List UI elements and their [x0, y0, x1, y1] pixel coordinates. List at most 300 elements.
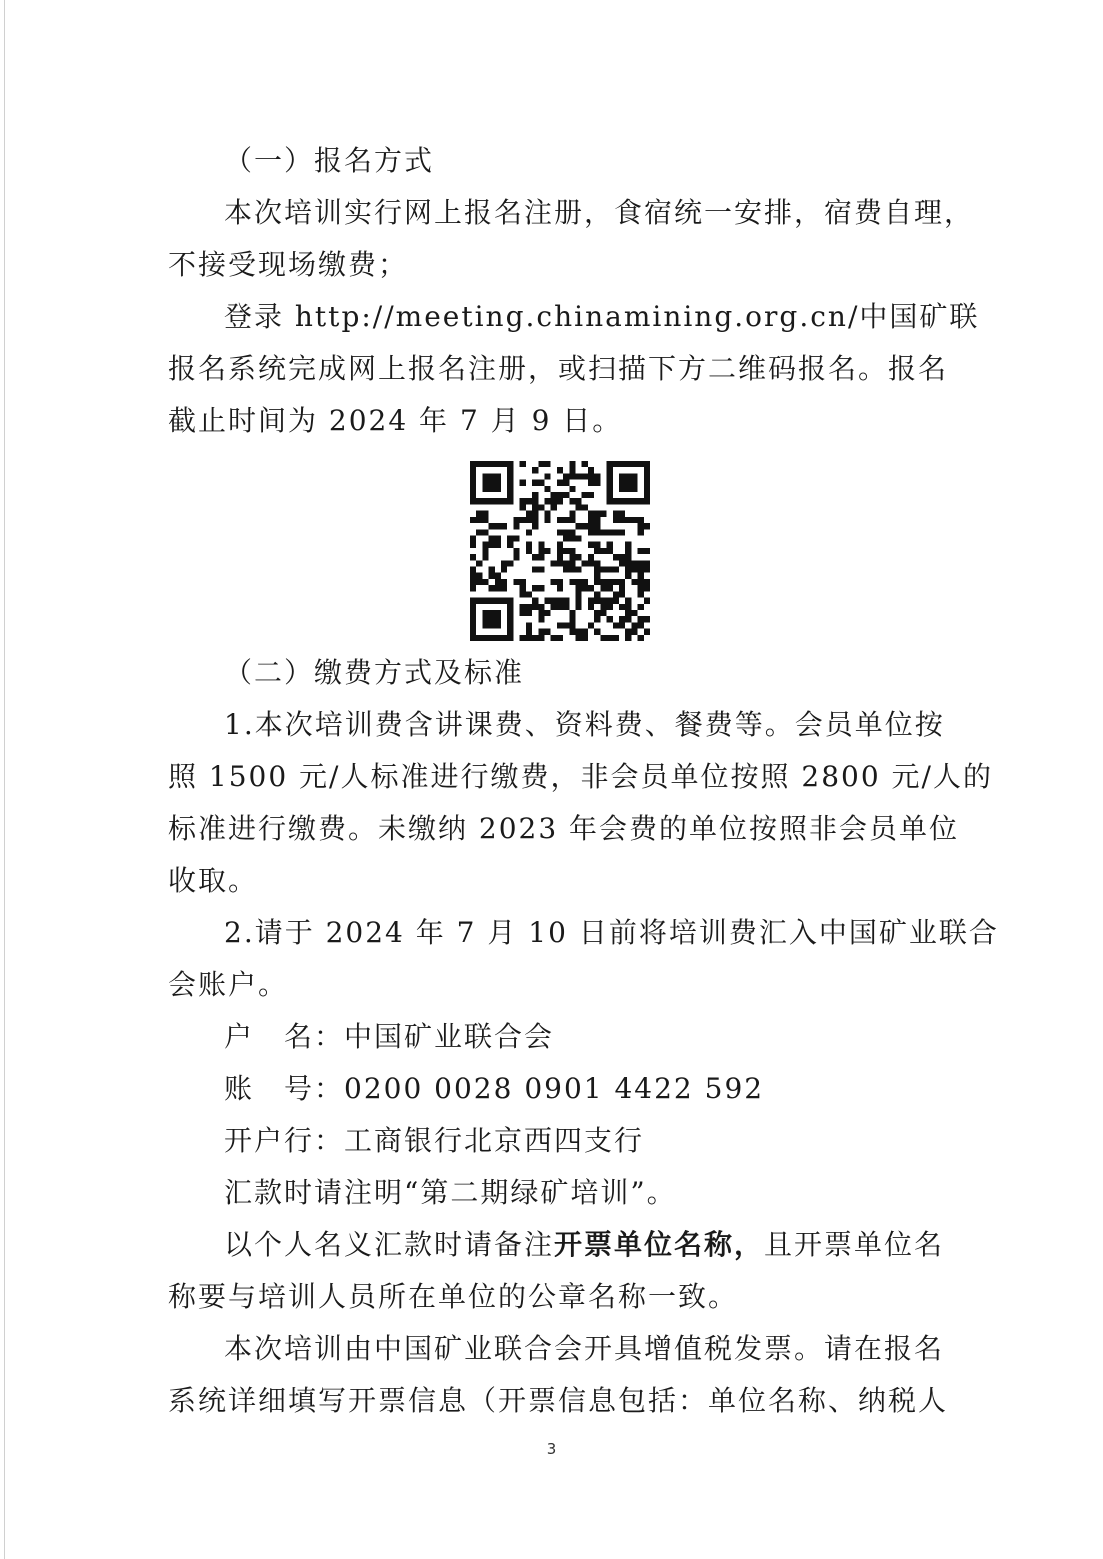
qr-module	[582, 523, 588, 529]
qr-module	[532, 598, 538, 604]
personal-text-post: 且开票单位名	[764, 1228, 945, 1261]
qr-module	[538, 548, 544, 554]
qr-module	[631, 629, 637, 635]
qr-module	[588, 517, 594, 523]
qr-module	[526, 622, 532, 628]
qr-module	[544, 461, 550, 467]
qr-module	[482, 548, 488, 554]
qr-module	[557, 598, 563, 604]
qr-module	[619, 461, 625, 467]
qr-module	[625, 486, 631, 492]
qr-module	[594, 517, 600, 523]
qr-module	[588, 585, 594, 591]
qr-module	[482, 517, 488, 523]
qr-module	[563, 567, 569, 573]
qr-module	[507, 492, 513, 498]
qr-module	[644, 473, 650, 479]
qr-module	[489, 542, 495, 548]
paragraph-line: 本次培训由中国矿业联合会开具增值税发票。请在报名	[224, 1332, 945, 1365]
qr-module	[638, 622, 644, 628]
qr-module	[557, 585, 563, 591]
qr-module	[625, 461, 631, 467]
qr-module	[625, 517, 631, 523]
paragraph-line: 报名系统完成网上报名注册，或扫描下方二维码报名。报名	[168, 352, 949, 385]
qr-module	[594, 573, 600, 579]
qr-module	[470, 498, 476, 504]
personal-text-bold: 开票单位名称，	[554, 1228, 765, 1261]
qr-module	[619, 579, 625, 585]
qr-module	[489, 473, 495, 479]
qr-module	[582, 579, 588, 585]
qr-module	[600, 567, 606, 573]
qr-module	[631, 610, 637, 616]
qr-module	[582, 629, 588, 635]
qr-module	[569, 554, 575, 560]
qr-module	[470, 610, 476, 616]
qr-module	[638, 567, 644, 573]
paragraph-line: 系统详细填写开票信息（开票信息包括：单位名称、纳税人	[168, 1384, 949, 1417]
qr-module	[619, 622, 625, 628]
qr-module	[476, 498, 482, 504]
qr-module	[569, 461, 575, 467]
qr-module	[489, 585, 495, 591]
qr-module	[507, 616, 513, 622]
qr-module	[588, 492, 594, 498]
qr-module	[501, 498, 507, 504]
qr-module	[476, 560, 482, 566]
qr-module	[470, 492, 476, 498]
qr-module	[638, 585, 644, 591]
qr-module	[476, 529, 482, 535]
qr-module	[557, 554, 563, 560]
qr-module	[482, 473, 488, 479]
qr-module	[613, 529, 619, 535]
qr-module	[631, 622, 637, 628]
qr-module	[631, 517, 637, 523]
qr-module	[476, 635, 482, 641]
qr-module	[470, 573, 476, 579]
qr-module	[538, 604, 544, 610]
qr-module	[507, 560, 513, 566]
qr-module	[520, 517, 526, 523]
qr-module	[563, 517, 569, 523]
qr-module	[631, 498, 637, 504]
qr-module	[538, 616, 544, 622]
qr-module	[520, 591, 526, 597]
qr-module	[526, 610, 532, 616]
qr-module	[470, 554, 476, 560]
qr-module	[594, 610, 600, 616]
qr-module	[495, 473, 501, 479]
qr-module	[594, 579, 600, 585]
paragraph-line: 标准进行缴费。未缴纳 2023 年会费的单位按照非会员单位	[168, 812, 960, 845]
qr-module	[569, 511, 575, 517]
qr-module	[619, 616, 625, 622]
qr-module	[625, 560, 631, 566]
qr-module	[532, 567, 538, 573]
qr-module	[638, 529, 644, 535]
qr-module	[569, 498, 575, 504]
section-heading-payment: （二）缴费方式及标准	[224, 656, 525, 689]
qr-module	[532, 585, 538, 591]
qr-module	[569, 529, 575, 535]
qr-module	[557, 498, 563, 504]
qr-module	[495, 585, 501, 591]
qr-module	[557, 604, 563, 610]
account-name: 户 名：中国矿业联合会	[224, 1020, 555, 1053]
qr-module	[607, 616, 613, 622]
qr-module	[482, 542, 488, 548]
qr-module	[576, 604, 582, 610]
qr-module	[507, 486, 513, 492]
qr-module	[470, 598, 476, 604]
qr-module	[644, 567, 650, 573]
qr-module	[520, 610, 526, 616]
paragraph-line: 会账户。	[168, 968, 289, 1001]
qr-module	[476, 579, 482, 585]
qr-module	[638, 604, 644, 610]
qr-module	[507, 629, 513, 635]
qr-module	[495, 573, 501, 579]
page-number: 3	[546, 1440, 557, 1458]
paragraph-line: 照 1500 元/人标准进行缴费，非会员单位按照 2800 元/人的	[168, 760, 993, 793]
qr-module	[470, 517, 476, 523]
qr-module	[607, 480, 613, 486]
qr-module	[644, 523, 650, 529]
qr-module	[631, 579, 637, 585]
qr-module	[501, 567, 507, 573]
qr-module	[607, 461, 613, 467]
qr-module	[576, 635, 582, 641]
qr-module	[470, 480, 476, 486]
qr-module	[638, 579, 644, 585]
qr-module	[495, 480, 501, 486]
qr-module	[538, 542, 544, 548]
document-body	[168, 135, 999, 1427]
qr-module	[619, 529, 625, 535]
qr-module	[582, 560, 588, 566]
qr-module	[569, 517, 575, 523]
qr-module	[594, 523, 600, 529]
qr-module	[551, 498, 557, 504]
qr-module	[470, 585, 476, 591]
qr-module	[644, 480, 650, 486]
qr-module	[520, 635, 526, 641]
qr-module	[532, 492, 538, 498]
qr-module	[482, 616, 488, 622]
qr-module	[625, 554, 631, 560]
qr-module	[613, 567, 619, 573]
qr-module	[526, 542, 532, 548]
qr-module	[538, 629, 544, 635]
qr-module	[482, 498, 488, 504]
qr-module	[507, 498, 513, 504]
qr-module	[551, 635, 557, 641]
qr-module	[594, 473, 600, 479]
qr-module	[495, 498, 501, 504]
qr-module	[588, 529, 594, 535]
qr-module	[600, 511, 606, 517]
qr-module	[551, 560, 557, 566]
paragraph-line-personal	[168, 1219, 945, 1271]
qr-module	[551, 604, 557, 610]
qr-module	[526, 498, 532, 504]
qr-module	[625, 598, 631, 604]
qr-module	[607, 585, 613, 591]
qr-module	[644, 548, 650, 554]
qr-module	[526, 591, 532, 597]
qr-module	[576, 523, 582, 529]
qr-module	[569, 535, 575, 541]
qr-module	[625, 635, 631, 641]
qr-module	[501, 585, 507, 591]
qr-module	[569, 467, 575, 473]
qr-module	[520, 604, 526, 610]
qr-module	[489, 486, 495, 492]
qr-module	[607, 635, 613, 641]
qr-module	[576, 473, 582, 479]
qr-module	[631, 560, 637, 566]
qr-module	[576, 535, 582, 541]
qr-module	[625, 629, 631, 635]
qr-module	[470, 542, 476, 548]
qr-module	[607, 567, 613, 573]
qr-module	[582, 585, 588, 591]
qr-module	[551, 504, 557, 510]
qr-module	[613, 511, 619, 517]
qr-module	[482, 610, 488, 616]
qr-module	[563, 604, 569, 610]
qr-module	[551, 598, 557, 604]
qr-module	[588, 598, 594, 604]
qr-module	[507, 480, 513, 486]
qr-module	[532, 511, 538, 517]
qr-module	[507, 535, 513, 541]
qr-module	[588, 560, 594, 566]
qr-module	[526, 517, 532, 523]
qr-module	[582, 461, 588, 467]
qr-module	[520, 480, 526, 486]
qr-module	[557, 517, 563, 523]
qr-module	[513, 523, 519, 529]
qr-module	[569, 616, 575, 622]
qr-module	[470, 467, 476, 473]
qr-module	[489, 567, 495, 573]
qr-module	[607, 486, 613, 492]
qr-module	[482, 529, 488, 535]
qr-module	[576, 554, 582, 560]
qr-module	[619, 511, 625, 517]
qr-module	[638, 573, 644, 579]
qr-module	[638, 560, 644, 566]
qr-module	[470, 579, 476, 585]
qr-module	[607, 542, 613, 548]
personal-text-pre: 以个人名义汇款时请备注	[224, 1228, 555, 1261]
qr-module	[619, 517, 625, 523]
qr-module	[594, 598, 600, 604]
qr-module	[495, 461, 501, 467]
qr-module	[619, 480, 625, 486]
qr-module	[495, 542, 501, 548]
qr-module	[538, 504, 544, 510]
qr-module	[544, 498, 550, 504]
qr-module	[619, 486, 625, 492]
qr-module	[625, 616, 631, 622]
qr-module	[538, 554, 544, 560]
qr-module	[557, 542, 563, 548]
qr-module	[532, 498, 538, 504]
qr-module	[489, 480, 495, 486]
qr-module	[470, 604, 476, 610]
paragraph-line: 2.请于 2024 年 7 月 10 日前将培训费汇入中国矿业联合	[224, 916, 999, 949]
paragraph-line: 称要与培训人员所在单位的公章名称一致。	[168, 1280, 739, 1313]
qr-module	[644, 461, 650, 467]
qr-module	[638, 591, 644, 597]
qr-module	[563, 622, 569, 628]
qr-module	[501, 635, 507, 641]
qr-module	[489, 535, 495, 541]
qr-module	[613, 498, 619, 504]
qr-module	[526, 529, 532, 535]
qr-module	[489, 598, 495, 604]
qr-module	[644, 579, 650, 585]
qr-module	[507, 473, 513, 479]
qr-module	[644, 585, 650, 591]
qr-module	[482, 511, 488, 517]
qr-module	[613, 635, 619, 641]
qr-module	[563, 560, 569, 566]
qr-module	[576, 567, 582, 573]
qr-module	[576, 585, 582, 591]
qr-module	[625, 610, 631, 616]
qr-module	[532, 467, 538, 473]
qr-module	[526, 511, 532, 517]
qr-module	[588, 511, 594, 517]
qr-module	[607, 498, 613, 504]
qr-module	[501, 523, 507, 529]
qr-module	[625, 542, 631, 548]
qr-module	[582, 473, 588, 479]
qr-module	[557, 622, 563, 628]
qr-module	[526, 635, 532, 641]
qr-module	[600, 610, 606, 616]
qr-module	[557, 529, 563, 535]
qr-module	[526, 548, 532, 554]
qr-module	[588, 604, 594, 610]
qr-module	[507, 635, 513, 641]
qr-module	[489, 498, 495, 504]
qr-module	[576, 504, 582, 510]
qr-module	[482, 598, 488, 604]
qr-module	[520, 585, 526, 591]
qr-module	[495, 598, 501, 604]
qr-module	[625, 548, 631, 554]
qr-module	[513, 535, 519, 541]
qr-module	[619, 560, 625, 566]
qr-module	[576, 598, 582, 604]
qr-module	[588, 467, 594, 473]
qr-module	[607, 492, 613, 498]
qr-module	[644, 486, 650, 492]
qr-module	[495, 616, 501, 622]
qr-module	[563, 473, 569, 479]
qr-module	[495, 622, 501, 628]
qr-module	[644, 629, 650, 635]
qr-module	[638, 635, 644, 641]
qr-module	[557, 548, 563, 554]
qr-module	[619, 585, 625, 591]
qr-module	[520, 461, 526, 467]
qr-module	[607, 467, 613, 473]
qr-module	[470, 486, 476, 492]
qr-module	[557, 579, 563, 585]
qr-module	[569, 473, 575, 479]
qr-module	[470, 535, 476, 541]
qr-module	[482, 486, 488, 492]
qr-module	[619, 498, 625, 504]
qr-module	[625, 480, 631, 486]
qr-module	[495, 523, 501, 529]
qr-module	[557, 560, 563, 566]
qr-module	[588, 554, 594, 560]
qr-module	[495, 635, 501, 641]
qr-module	[526, 629, 532, 635]
bank-name: 开户行：工商银行北京西四支行	[224, 1124, 645, 1157]
qr-module	[544, 610, 550, 616]
qr-code-icon	[470, 461, 650, 641]
qr-module	[600, 604, 606, 610]
qr-module	[544, 473, 550, 479]
qr-module	[569, 567, 575, 573]
qr-module	[625, 573, 631, 579]
qr-module	[625, 567, 631, 573]
qr-module	[507, 622, 513, 628]
qr-module	[507, 467, 513, 473]
qr-module	[644, 492, 650, 498]
qr-module	[619, 591, 625, 597]
qr-module	[569, 629, 575, 635]
qr-module	[532, 504, 538, 510]
account-number: 账 号：0200 0028 0901 4422 592	[224, 1072, 765, 1105]
qr-module	[495, 535, 501, 541]
qr-module	[476, 598, 482, 604]
qr-module	[644, 616, 650, 622]
qr-module	[501, 461, 507, 467]
qr-module	[600, 579, 606, 585]
qr-module	[631, 473, 637, 479]
qr-module	[501, 579, 507, 585]
qr-module	[638, 523, 644, 529]
qr-module	[470, 635, 476, 641]
qr-module	[625, 604, 631, 610]
qr-module	[470, 461, 476, 467]
qr-module	[600, 529, 606, 535]
qr-module	[501, 560, 507, 566]
qr-module	[532, 523, 538, 529]
qr-module	[520, 498, 526, 504]
qr-module	[538, 585, 544, 591]
qr-module	[495, 610, 501, 616]
qr-module	[563, 480, 569, 486]
qr-module	[476, 517, 482, 523]
qr-module	[607, 529, 613, 535]
qr-module	[495, 579, 501, 585]
qr-module	[619, 473, 625, 479]
qr-module	[489, 622, 495, 628]
paragraph-line: 1.本次培训费含讲课费、资料费、餐费等。会员单位按	[224, 708, 945, 741]
qr-module	[644, 598, 650, 604]
qr-module	[600, 548, 606, 554]
